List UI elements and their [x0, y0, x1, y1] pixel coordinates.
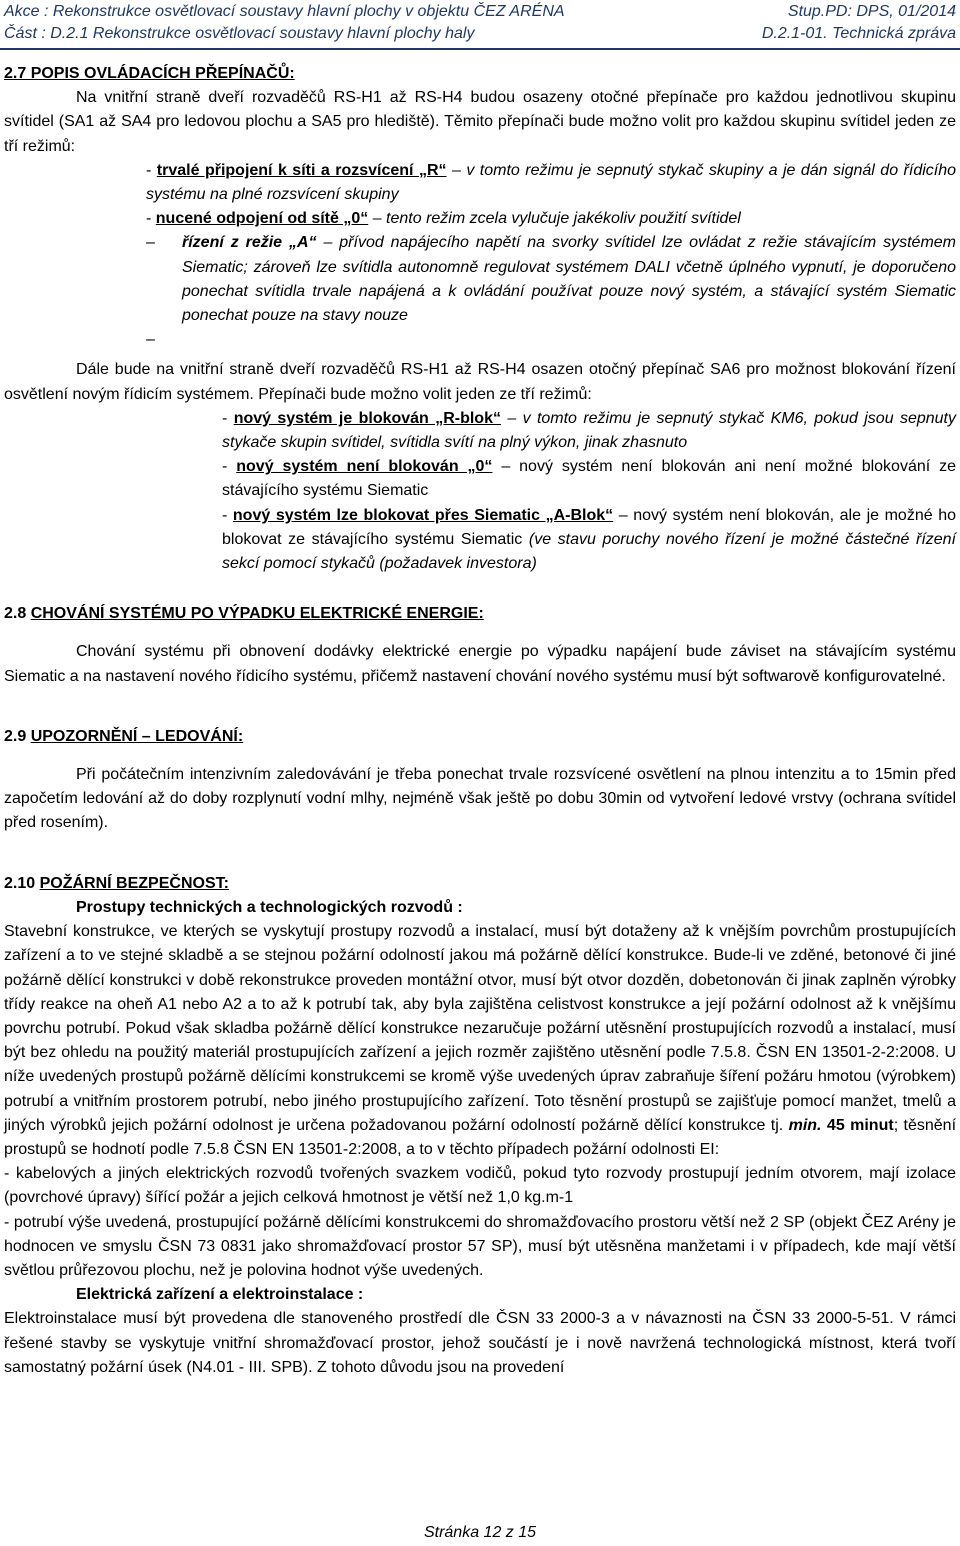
- project-stage: Stup.PD: DPS, 01/2014: [787, 3, 956, 20]
- mode-0-blok-text: – nový systém není blokován ani není možné blokování ze stávajícího systému Siematic: [222, 458, 957, 500]
- section-2-10-heading: 2.10 POŽÁRNÍ BEZPEČNOST:: [4, 874, 229, 892]
- mode-a-item: – řízení z režie „A“ – přívod napájecího napětí na svorky svítidel lze ovládat z režie stávajícím systémem Siematic; zároveň lze svítidla autonomně regulovat systémem DALI včetně úplného vypnutí, je doporučeno ponechat svítidla trvale napájená a k ovládání používat pouze nový systém, a stávající systém Siematic ponechat pouze na stavy nouze: [146, 234, 956, 325]
- cable-penetrations-text: - kabelových a jiných elektrických rozvodů tvořených svazkem vodičů, pokud tyto rozvody prostupují jedním otvorem, mají izolace (povrchové úpravy) šířící požár a jejich celková hmotnost je větší než 1,0 kg.m-1: [4, 1165, 956, 1207]
- mode-r-blok-text: – v tomto režimu je sepnutý stykač KM6, pokud jsou sepnuty stykače skupin svítidel, svítidla svítí na plný výkon, jinak zhasnuto: [222, 409, 956, 452]
- mode-a-blok-item: - nový systém lze blokovat přes Siematic „A-Blok“ – nový systém není blokován, ale je možné ho blokovat ze stávajícího systému Siematic (ve stavu poruchy nového řízení je možné částečné řízení sekcí pomocí stykačů (požadavek investora): [222, 506, 957, 573]
- mode-0-label: nucené odpojení od sítě „0“: [155, 210, 369, 228]
- document-part: Část : D.2.1 Rekonstrukce osvětlovací soustavy hlavní plochy haly: [4, 25, 475, 42]
- project-title: Akce : Rekonstrukce osvětlovací soustavy hlavní plochy v objektu ČEZ ARÉNA: [4, 3, 565, 20]
- mode-r-text: – v tomto režimu je sepnutý stykač skupiny a je dán signál do řídicího systému na plné rozsvícení skupiny: [146, 161, 957, 204]
- document-number: D.2.1-01. Technická zpráva: [761, 25, 956, 42]
- penetrations-text: Stavební konstrukce, ve kterých se vyskytují prostupy rozvodů a instalací, musí být dotaženy až k vnějším povrchům prostupujících zařízení a to ve stejné skladbě a se stejnou požární odolností jakou má požárně dělící konstrukce. Bude-li ve zděné, betonové či jiné požárně dělící konstrukci v době rekonstrukce proveden montážní otvor, musí být otvor dozděn, dobetonován či jinak zaplněn výrobky třídy reakce na oheň A1 nebo A2 a to až k potrubí tak, aby byla zajištěna celistvost konstrukce a její požární odolnost až k vnějšímu povrchu potrubí. Pokud však skladba požárně dělící konstrukce nezaručuje požární utěsnění prostupujících rozvodů a instalací, musí být bez ohledu na použitý materiál prostupujících zařízení a jejich rozměr zajištěno utěsnění podle 7.5.8. ČSN EN 13501-2-2:2008. U níže uvedených prostupů požárně dělícími konstrukcemi se kromě výše uvedených úprav zabraňuje šíření požáru hmotou (výrobkem) potrubí a vnitřním prostorem potrubí, nebo jiného prostupujícího zařízení. Toto těsnění prostupů se zajišťuje pomocí manžet, tmelů a jiných výrobků jejich požární odolnost je určena požadovanou požární odolností požárně dělící konstrukce tj. min. 45 minut; těsnění prostupů se hodnotí podle 7.5.8 ČSN EN 13501-2:2008, a to v těchto případech požární odolnosti EI:: [4, 923, 957, 1158]
- section-2-7-heading: 2.7 POPIS OVLÁDACÍCH PŘEPÍNAČŮ:: [4, 65, 295, 82]
- mode-a-blok-label: nový systém lze blokovat přes Siematic „A-Blok“: [232, 506, 614, 524]
- mode-a-blok-note: (ve stavu poruchy nového řízení je možné částečné řízení sekcí pomocí stykačů (požadavek investora): [222, 530, 957, 573]
- empty-dash-item: –: [146, 331, 155, 349]
- mode-0-blok-item: - nový systém není blokován „0“ – nový systém není blokován ani není možné blokování ze stávajícího systému Siematic: [222, 458, 957, 500]
- mode-0-item: - nucené odpojení od sítě „0“ – tento režim zcela vylučuje jakékoliv použití svítidel: [146, 210, 741, 228]
- mode-0-blok-label: nový systém není blokován „0“: [236, 458, 493, 476]
- page-number: Stránka 12 z 15: [423, 1524, 537, 1541]
- subsection-electrical-heading: Elektrická zařízení a elektroinstalace :: [76, 1286, 364, 1304]
- page-body: [4, 62, 956, 1380]
- section-2-9-heading: 2.9 UPOZORNĚNÍ – LEDOVÁNÍ:: [4, 727, 244, 745]
- pipe-penetrations-text: - potrubí výše uvedená, prostupující požárně dělícími konstrukcemi do shromažďovacího prostoru větší než 2 SP (objekt ČEZ Arény je hodnocen ve smyslu ČSN 73 0831 jako shromažďovací prostor 57 SP), musí být utěsněna manžetami i v případech, kde mají větší světlou průřezovou plochu, než je polovina hodnot výše uvedených.: [4, 1213, 956, 1279]
- section-2-9-text: Při počátečním intenzivním zaledovávání je třeba ponechat trvale rozsvícené osvětlení na plnou intenzitu a to 15min před započetím ledování až do doby rozplynutí vodní mlhy, nejméně však ještě po dobu 30min od vytvoření ledové vrstvy (ochrana svítidel před rosením).: [4, 766, 956, 832]
- subsection-penetrations-heading: Prostupy technických a technologických rozvodů :: [76, 898, 463, 916]
- mode-r-label: trvalé připojení k síti a rozsvícení „R“: [156, 161, 447, 179]
- mode-r-blok-label: nový systém je blokován „R-blok“: [233, 409, 501, 427]
- mode-r-item: - trvalé připojení k síti a rozsvícení „R“ – v tomto režimu je sepnutý stykač skupiny a je dán signál do řídicího systému na plné rozsvícení skupiny: [146, 161, 957, 204]
- mode-a-blok-text: – nový systém není blokován, ale je možné ho blokovat ze stávajícího systému Siematic: [222, 506, 956, 548]
- mode-0-text: – tento režim zcela vylučuje jakékoliv použití svítidel: [368, 210, 741, 228]
- electrical-text: Elektroinstalace musí být provedena dle stanoveného prostředí dle ČSN 33 2000-3 a v návaznosti na ČSN 33 2000-5-51. V rámci řešené stavby se vyskytuje vnitřní shromažďovací prostor, jehož součástí je i nově navržená technologická místnost, která tvoří samostatný požární úsek (N4.01 - III. SPB). Z tohoto důvodu jsou na provedení: [4, 1310, 956, 1376]
- mode-r-blok-item: - nový systém je blokován „R-blok“ – v tomto režimu je sepnutý stykač KM6, pokud jsou sepnuty stykače skupin svítidel, svítidla svítí na plný výkon, jinak zhasnuto: [222, 409, 956, 452]
- section-2-8-heading: 2.8 CHOVÁNÍ SYSTÉMU PO VÝPADKU ELEKTRICKÉ ENERGIE:: [4, 605, 484, 623]
- header-divider: [0, 48, 960, 50]
- mode-a-label: řízení z režie „A“: [182, 234, 317, 252]
- section-2-8-text: Chování systému při obnovení dodávky elektrické energie po výpadku napájení bude záviset na stávajícím systému Siematic a na nastavení nového řídicího systému, přičemž nastavení chování nového systému musí být softwarově konfigurovatelné.: [4, 643, 956, 685]
- section-2-7-sa6: Dále bude na vnitřní straně dveří rozvaděčů RS-H1 až RS-H4 osazen otočný přepínač SA6 pro možnost blokování řízení osvětlení novým řídicím systémem. Přepínači bude možno volit jeden ze tří režimů:: [4, 361, 956, 403]
- mode-a-text: – přívod napájecího napětí na svorky svítidel lze ovládat z režie stávajícím systémem Siematic; zároveň lze svítidla autonomně regulovat systémem DALI včetně úplného vypnutí, je doporučeno ponechat svítidla trvale napájená a k ovládání používat pouze nový systém, a stávající systém Siematic ponechat pouze na stavy nouze: [182, 234, 956, 325]
- section-2-7-intro: Na vnitřní straně dveří rozvaděčů RS-H1 až RS-H4 budou osazeny otočné přepínače pro každou jednotlivou skupinu svítidel (SA1 až SA4 pro ledovou plochu a SA5 pro hlediště). Těmito přepínači bude možno volit pro každou skupinu svítidel jeden ze tří režimů:: [4, 89, 956, 155]
